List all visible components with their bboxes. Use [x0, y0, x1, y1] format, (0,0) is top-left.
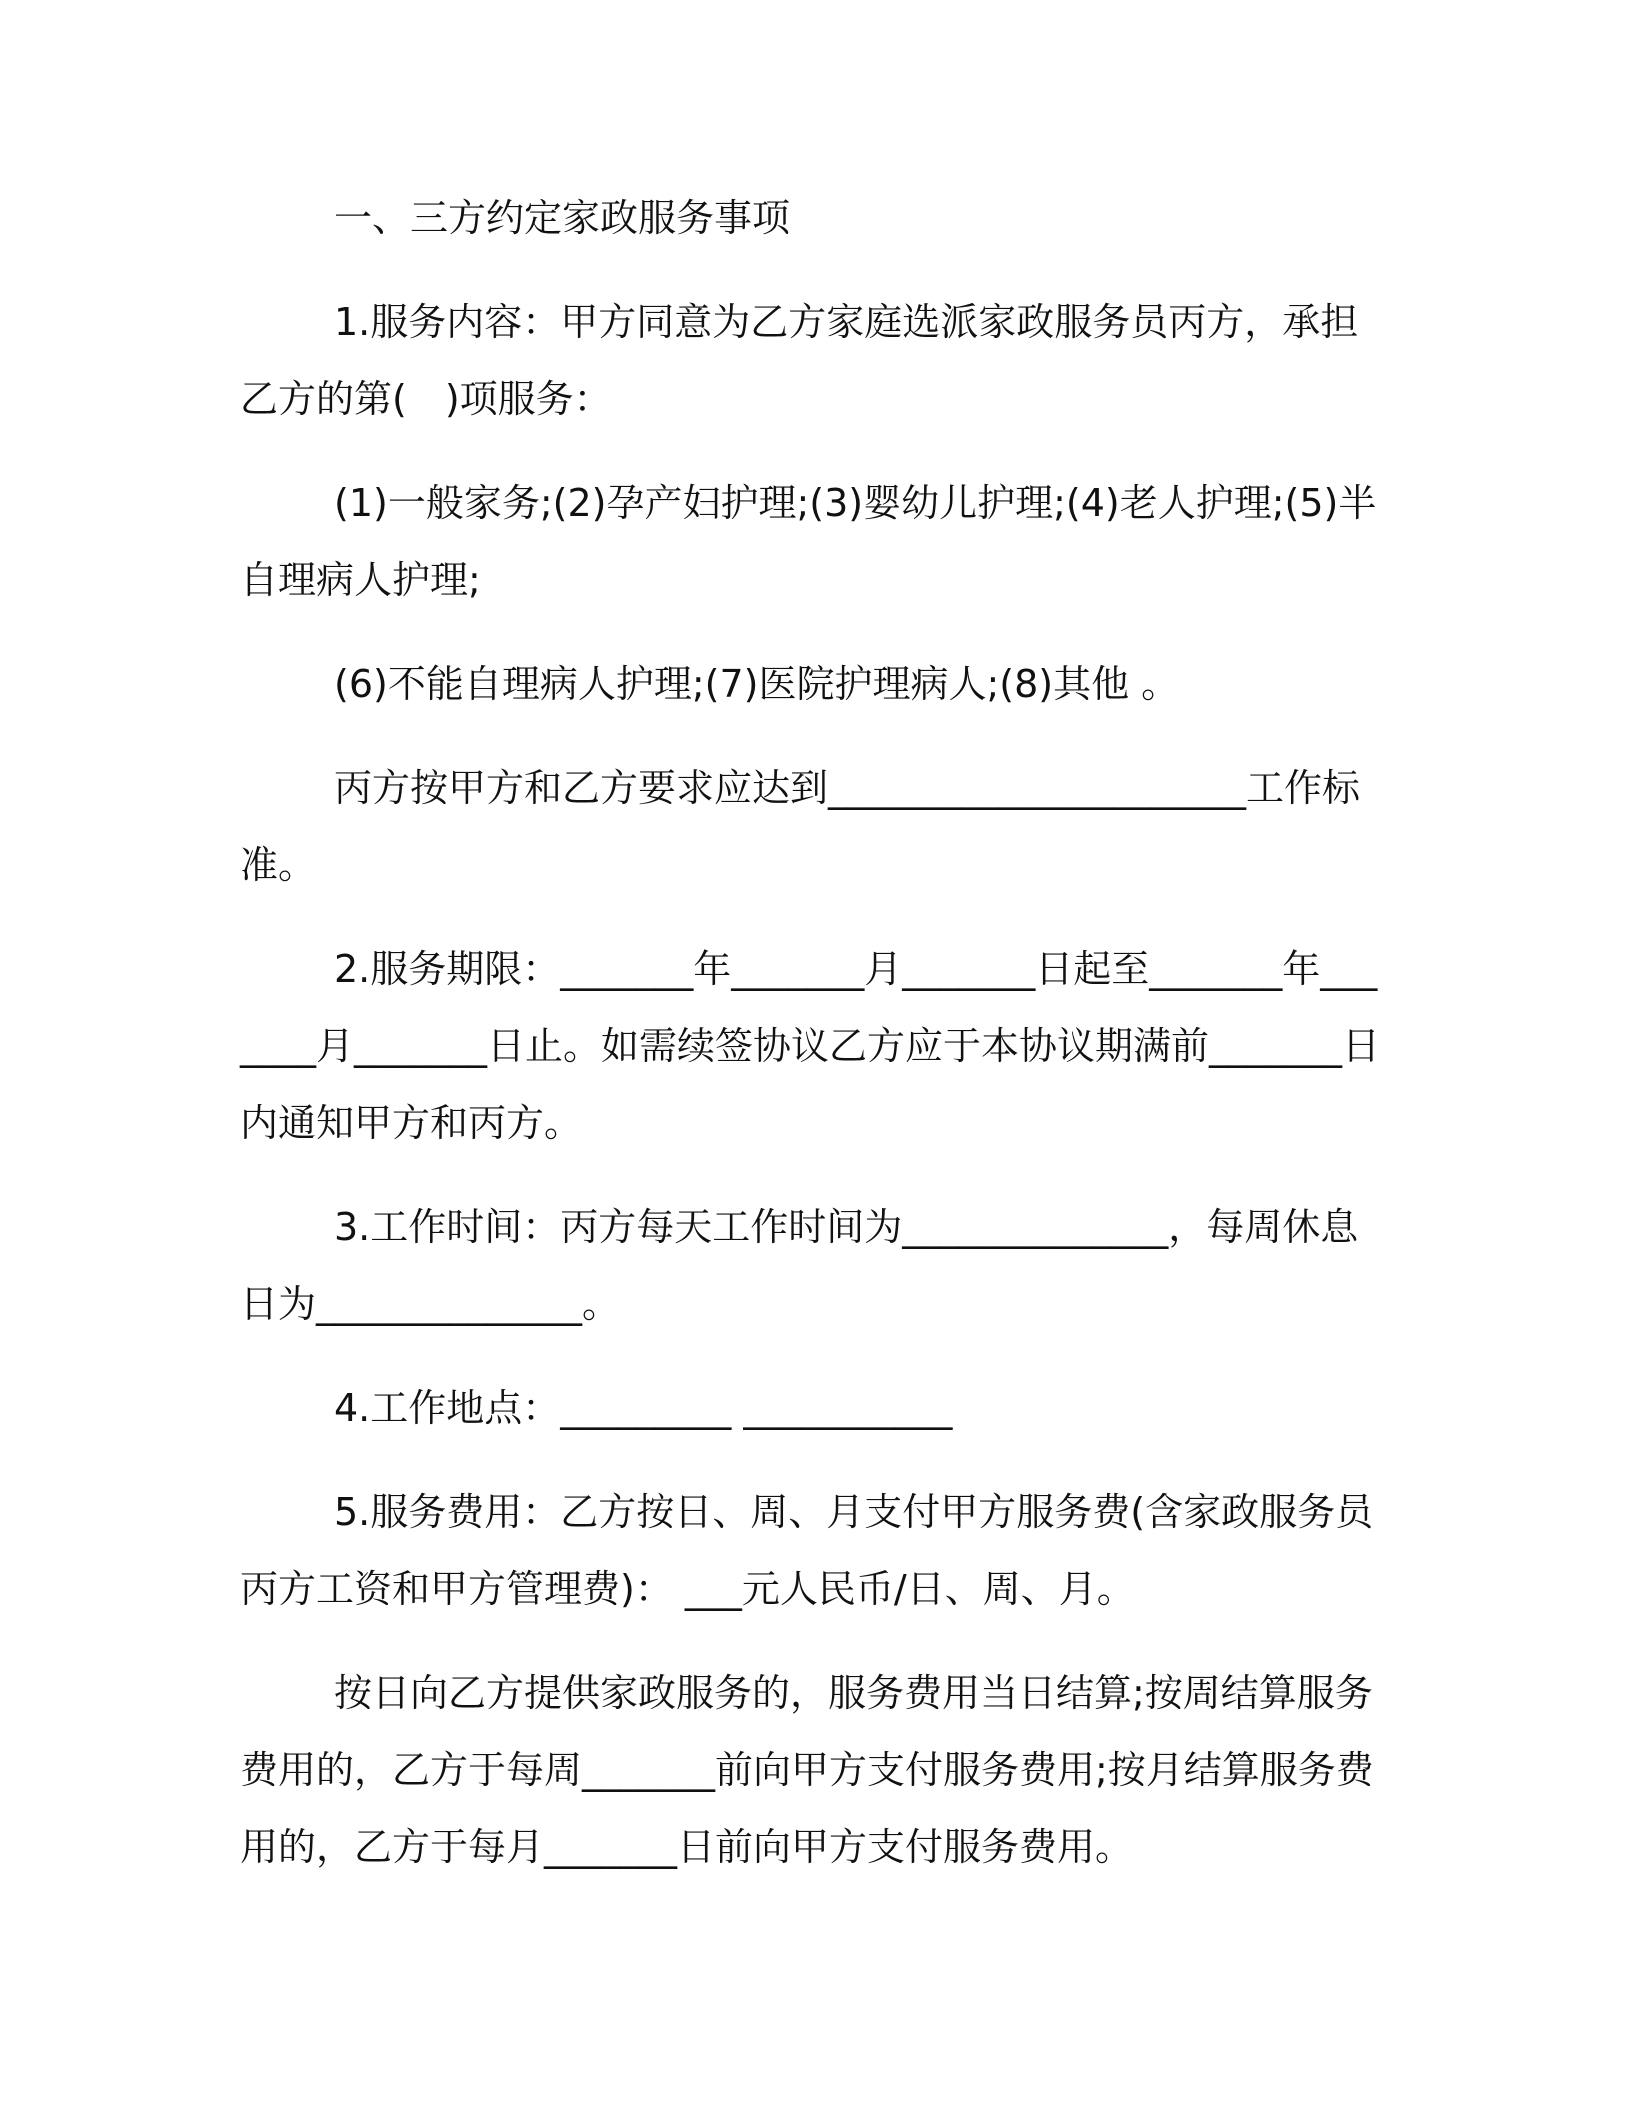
paragraph-service-content: 1.服务内容：甲方同意为乙方家庭选派家政服务员丙方，承担乙方的第( )项服务： [240, 300, 1359, 421]
section-title: 一、三方约定家政服务事项 [334, 196, 791, 240]
paragraph-work-standard: 丙方按甲方和乙方要求应达到______________________工作标准。 [240, 766, 1361, 887]
paragraph-service-fee: 5.服务费用：乙方按日、周、月支付甲方服务费(含家政服务员丙方工资和甲方管理费)： ___元人民币/日、周、月。 [240, 1490, 1374, 1611]
paragraph-service-items-2: (6)不能自理病人护理;(7)医院护理病人;(8)其他 。 [334, 662, 1180, 706]
document-body [240, 180, 1390, 1913]
paragraph-work-location: 4.工作地点：_________ ___________ [334, 1386, 953, 1430]
paragraph-work-time: 3.工作时间：丙方每天工作时间为______________，每周休息日为______________。 [240, 1205, 1359, 1326]
paragraph-fee-settlement: 按日向乙方提供家政服务的，服务费用当日结算;按周结算服务费用的，乙方于每周_______前向甲方支付服务费用;按月结算服务费用的，乙方于每月_______日前向甲方支付服务费用。 [240, 1671, 1374, 1869]
paragraph-service-term: 2.服务期限：_______年_______月_______日起至_______年_______月_______日止。如需续签协议乙方应于本协议期满前_______日内通知甲方和丙方。 [240, 947, 1381, 1145]
paragraph-service-items-1: (1)一般家务;(2)孕产妇护理;(3)婴幼儿护理;(4)老人护理;(5)半自理病人护理; [240, 481, 1377, 602]
